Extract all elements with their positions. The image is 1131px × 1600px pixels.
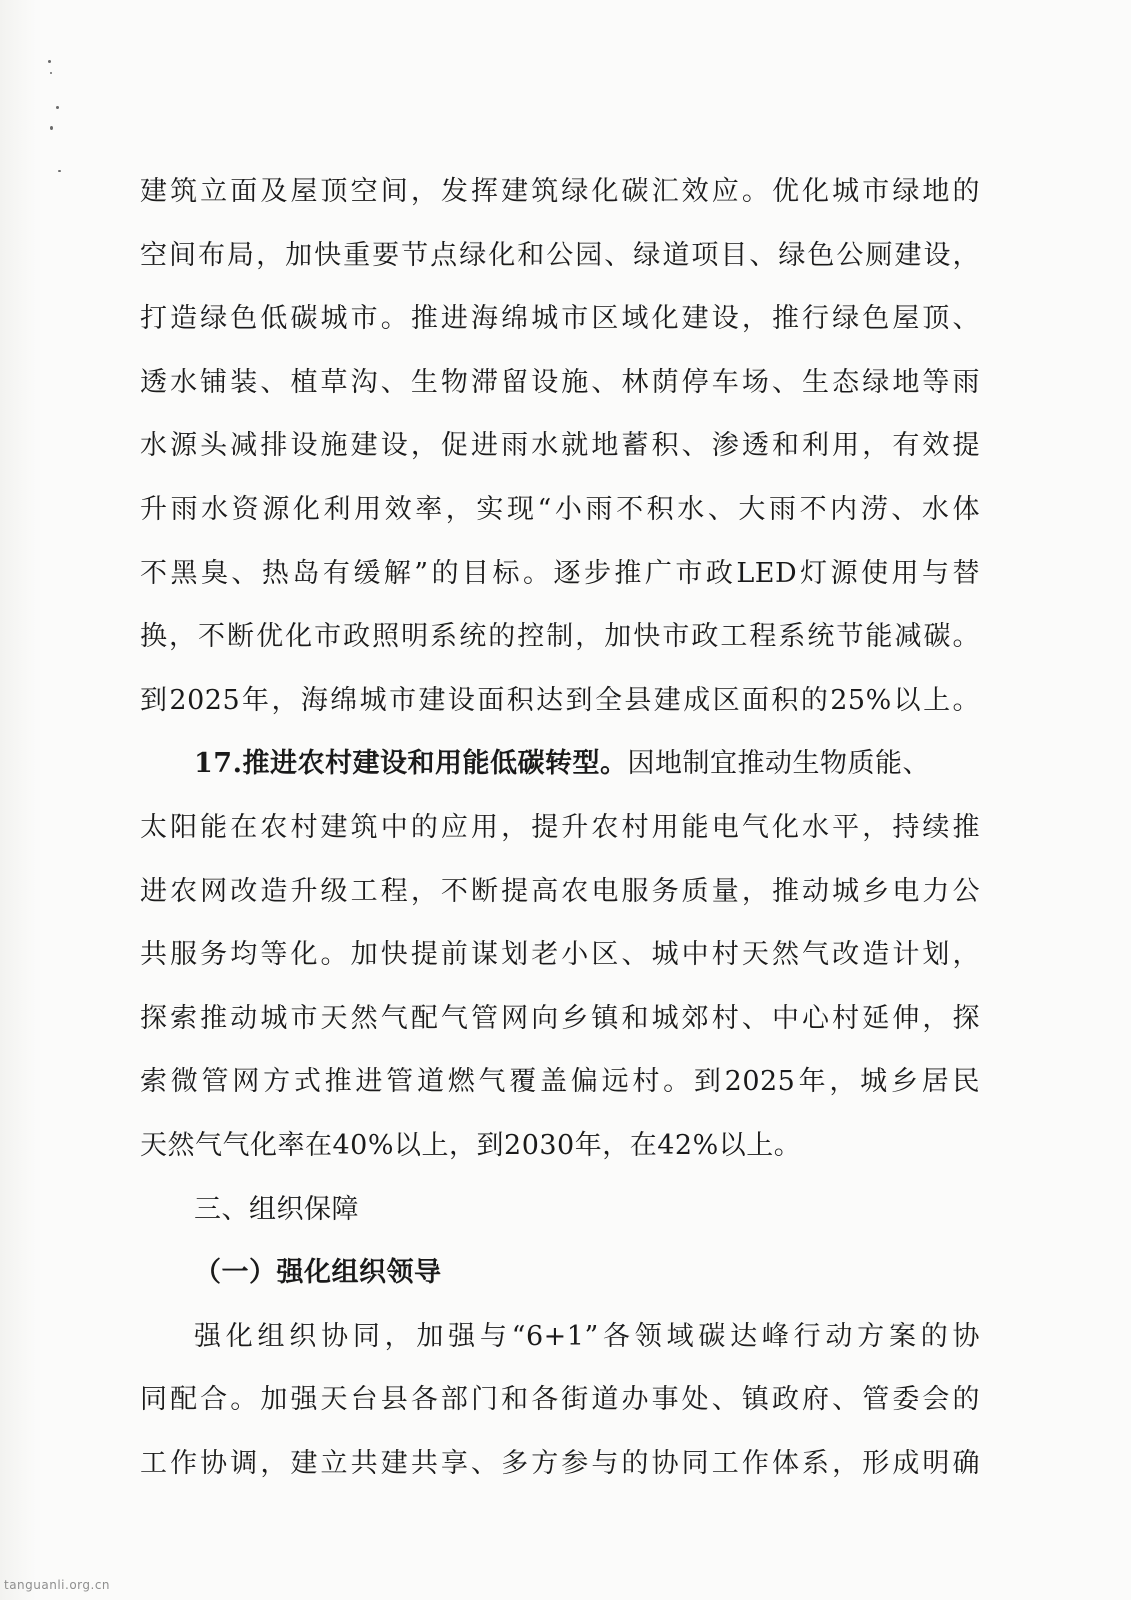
watermark: tanguanli.org.cn [4, 1578, 111, 1592]
paragraph-line: 同配合。加强天台县各部门和各街道办事处、镇政府、管委会的 [140, 1384, 980, 1416]
scan-speck [58, 170, 61, 172]
paragraph-line: 打造绿色低碳城市。推进海绵城市区域化建设，推行绿色屋顶、 [140, 303, 980, 335]
paragraph-line: 索微管网方式推进管道燃气覆盖偏远村。到2025年，城乡居民 [140, 1066, 980, 1098]
scan-edge [0, 0, 36, 1600]
scan-speck [48, 60, 51, 63]
paragraph-line: 水源头减排设施建设，促进雨水就地蓄积、渗透和利用，有效提 [140, 430, 980, 462]
paragraph-line: 空间布局，加快重要节点绿化和公园、绿道项目、绿色公厕建设， [140, 239, 980, 271]
paragraph-line: 换，不断优化市政照明系统的控制，加快市政工程系统节能减碳。 [140, 621, 980, 653]
paragraph-line: 不黑臭、热岛有缓解”的目标。逐步推广市政LED灯源使用与替 [140, 557, 980, 589]
paragraph-line: 天然气气化率在40%以上，到2030年，在42%以上。 [140, 1129, 802, 1161]
paragraph-line: 到2025年，海绵城市建设面积达到全县建成区面积的25%以上。 [140, 684, 980, 716]
item-17-first-line [140, 732, 980, 796]
paragraph-line: 探索推动城市天然气配气管网向乡镇和城郊村、中心村延伸，探 [140, 1002, 980, 1034]
scan-speck [50, 72, 52, 74]
scan-speck [56, 106, 59, 109]
scan-speck [50, 126, 53, 130]
paragraph-line: 工作协调，建立共建共享、多方参与的协同工作体系，形成明确 [140, 1447, 980, 1479]
paragraph-line: 升雨水资源化利用效率，实现“小雨不积水、大雨不内涝、水体 [140, 493, 980, 525]
paragraph-line: 进农网改造升级工程，不断提高农电服务质量，推动城乡电力公 [140, 875, 980, 907]
paragraph-line: 太阳能在农村建筑中的应用，提升农村用能电气化水平，持续推 [140, 811, 980, 843]
document-body [140, 160, 980, 1495]
paragraph-line: 共服务均等化。加快提前谋划老小区、城中村天然气改造计划， [140, 939, 980, 971]
paragraph-line: 建筑立面及屋顶空间，发挥建筑绿化碳汇效应。优化城市绿地的 [140, 176, 980, 207]
item-17-title: 17.推进农村建设和用能低碳转型。 [194, 748, 628, 780]
section-heading: 三、组织保障 [194, 1193, 359, 1225]
paragraph-line: 强化组织协同，加强与“6+1”各领域碳达峰行动方案的协 [194, 1320, 980, 1352]
paragraph-line: 透水铺装、植草沟、生物滞留设施、林荫停车场、生态绿地等雨 [140, 366, 980, 398]
subsection-heading: （一）强化组织领导 [194, 1257, 442, 1289]
item-17-text: 因地制宜推动生物质能、 [627, 748, 930, 780]
